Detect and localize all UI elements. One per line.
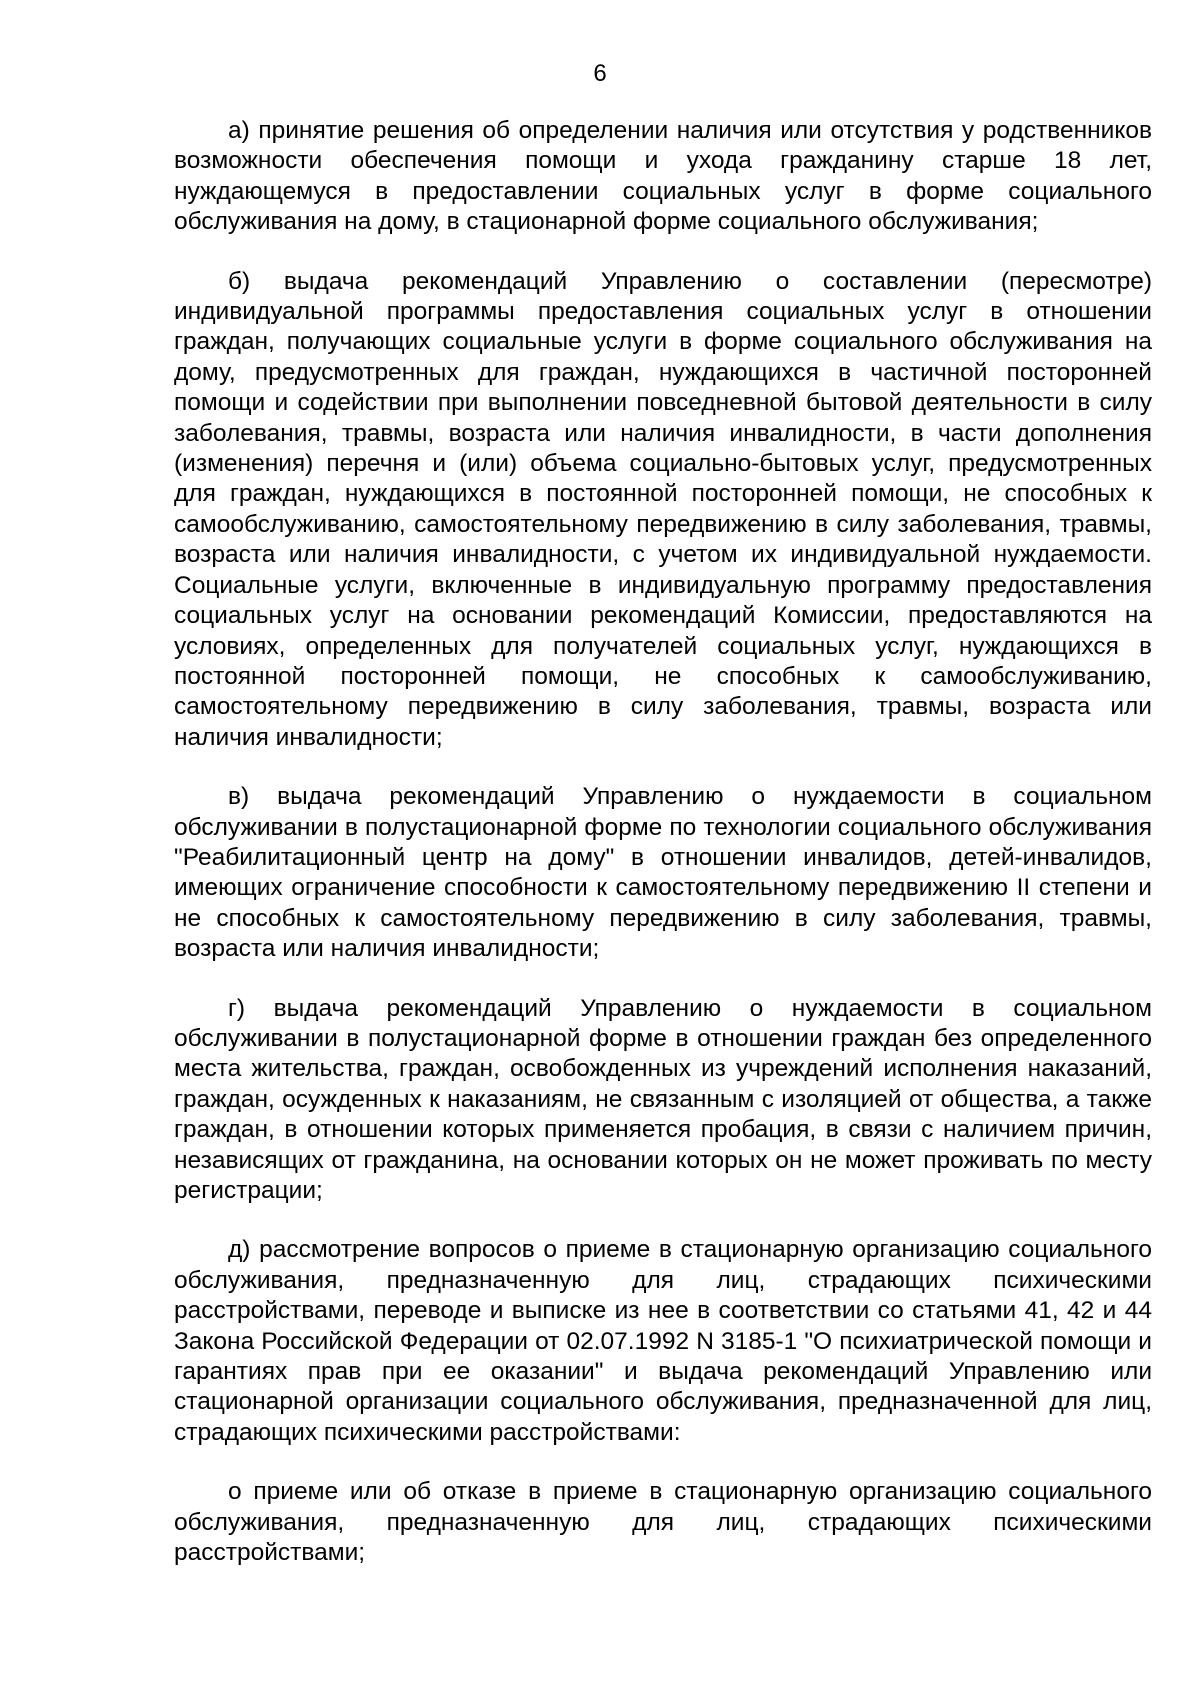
paragraph-a: а) принятие решения об определении наличия или отсутствия у родственников возможности обеспечения помощи и ухода гражданину старше 18 лет, нуждающемуся в предоставлении социальных услуг в форме социального обслуживания на дому, в стационарной форме социального обслуживания; xyxy=(174,117,1152,236)
paragraph-g: г) выдача рекомендаций Управлению о нуждаемости в социальном обслуживании в полустационарной форме в отношении граждан без определенного места жительства, граждан, освобожденных из учреждений исполнения наказаний, граждан, осужденных к наказаниям, не связанным с изоляцией от общества, а также граждан, в отношении которых применяется пробация, в связи с наличием причин, независящих от гражданина, на основании которых он не может проживать по месту регистрации; xyxy=(174,994,1152,1204)
paragraph-v: в) выдача рекомендаций Управлению о нуждаемости в социальном обслуживании в полустационарной форме по технологии социального обслуживания "Реабилитационный центр на дому" в отношении инвалидов, детей-инвалидов, имеющих ограничение способности к самостоятельному передвижению II степени и не способных к самостоятельному передвижению в силу заболевания, травмы, возраста или наличия инвалидности; xyxy=(174,783,1152,963)
paragraph-d: д) рассмотрение вопросов о приеме в стационарную организацию социального обслуживания, предназначенную для лиц, страдающих психическими расстройствами, переводе и выписке из нее в соответствии со статьями 41, 42 и 44 Закона Российской Федерации от 02.07.1992 N 3185-1 "О психиатрической помощи и гарантиях прав при ее оказании" и выдача рекомендаций Управлению или стационарной организации социального обслуживания, предназначенной для лиц, страдающих психическими расстройствами: xyxy=(174,1236,1152,1446)
paragraph-b: б) выдача рекомендаций Управлению о составлении (пересмотре) индивидуальной программы предоставления социальных услуг в отношении граждан, получающих социальные услуги в форме социального обслуживания на дому, предусмотренных для граждан, нуждающихся в частичной посторонней помощи и содействии при выполнении повседневной бытовой деятельности в силу заболевания, травмы, возраста или наличия инвалидности, в части дополнения (изменения) перечня и (или) объема социально-бытовых услуг, предусмотренных для граждан, нуждающихся в постоянной посторонней помощи, не способных к самообслуживанию, самостоятельному передвижению в силу заболевания, травмы, возраста или наличия инвалидности, с учетом их индивидуальной нуждаемости. Социальные услуги, включенные в индивидуальную программу предоставления социальных услуг на основании рекомендаций Комиссии, предоставляются на условиях, определенных для получателей социальных услуг, нуждающихся в постоянной посторонней помощи, не способных к самообслуживанию, самостоятельному передвижению в силу заболевания, травмы, возраста или наличия инвалидности; xyxy=(174,267,1152,751)
page-number: 6 xyxy=(593,60,607,87)
document-body xyxy=(174,116,1152,1597)
paragraph-d-subitem: о приеме или об отказе в приеме в стационарную организацию социального обслуживания, предназначенную для лиц, страдающих психическими расстройствами; xyxy=(174,1478,1152,1567)
